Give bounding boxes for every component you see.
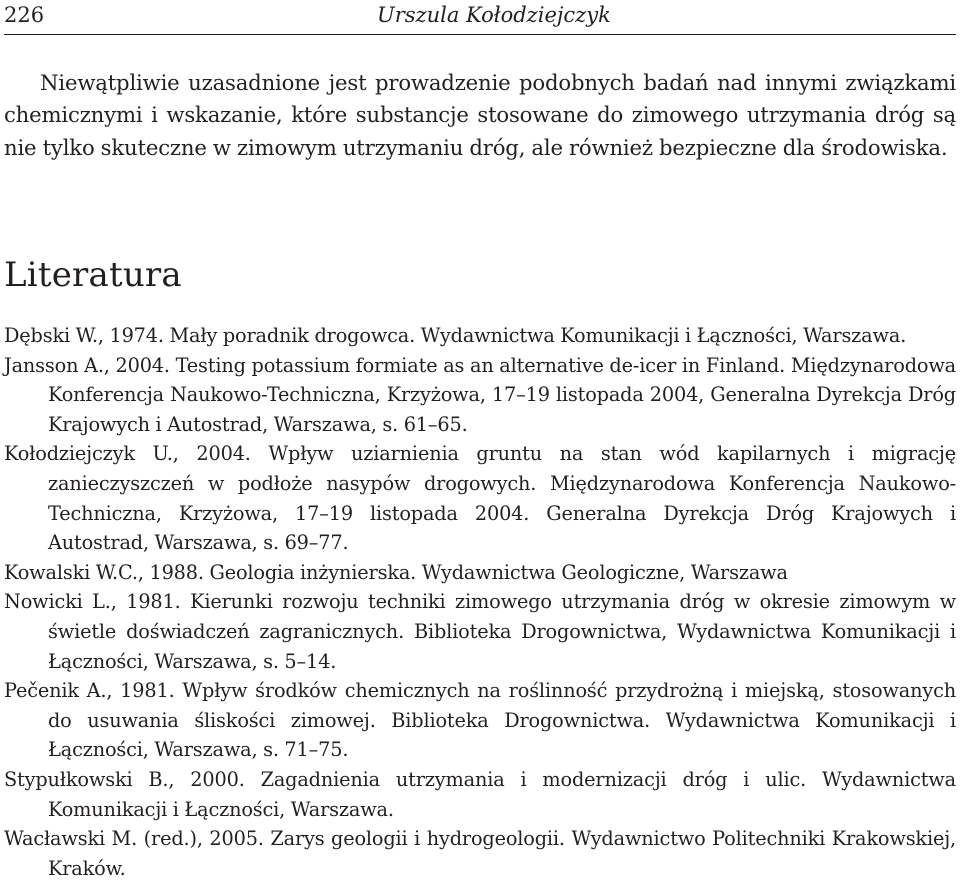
running-header — [4, 0, 956, 35]
reference-item: Jansson A., 2004. Testing potassium formiate as an alternative de-icer in Finland. Międzynarodowa Konferencja Naukowo-Techniczna, Krzyżowa, 17–19 listopada 2004, Generalna Dyrekcja Dróg Krajowych i Autostrad, Warszawa, s. 61–65. — [4, 353, 956, 436]
reference-item: Kowalski W.C., 1988. Geologia inżynierska. Wydawnictwa Geologiczne, Warszawa — [4, 560, 788, 584]
intro-paragraph: Niewątpliwie uzasadnione jest prowadzenie podobnych badań nad innymi związkami chemicznymi i wskazanie, które substancje stosowane do zimowego utrzymania dróg są nie tylko skuteczne w zimowym utrzymaniu dróg, ale również bezpieczne dla środowiska. — [4, 70, 956, 160]
reference-item: Dębski W., 1974. Mały poradnik drogowca. Wydawnictwa Komunikacji i Łączności, Warszawa. — [4, 324, 907, 347]
reference-list — [4, 321, 956, 883]
page-number: 226 — [4, 3, 45, 27]
running-head-author: Urszula Kołodziejczyk — [377, 3, 611, 27]
reference-item: Stypułkowski B., 2000. Zagadnienia utrzymania i modernizacji dróg i ulic. Wydawnictwa Komunikacji i Łączności, Warszawa. — [4, 767, 956, 821]
reference-item: Nowicki L., 1981. Kierunki rozwoju techniki zimowego utrzymania dróg w okresie zimowym w świetle doświadczeń zagranicznych. Biblioteka Drogownictwa, Wydawnictwa Komunikacji i Łączności, Warszawa, s. 5–14. — [4, 590, 956, 673]
reference-item: Pečenik A., 1981. Wpływ środków chemicznych na roślinność przydrożną i miejską, stosowanych do usuwania śliskości zimowej. Biblioteka Drogownictwa. Wydawnictwa Komunikacji i Łączności, Warszawa, s. 71–75. — [4, 679, 956, 762]
reference-item: Kołodziejczyk U., 2004. Wpływ uziarnienia gruntu na stan wód kapilarnych i migrację zanieczyszczeń w podłoże nasypów drogowych. Międzynarodowa Konferencja Naukowo-Techniczna, Krzyżowa, 17–19 listopada 2004. Generalna Dyrekcja Dróg Krajowych i Autostrad, Warszawa, s. 69–77. — [4, 442, 956, 555]
literature-heading: Literatura — [4, 255, 182, 295]
reference-item: Wacławski M. (red.), 2005. Zarys geologii i hydrogeologii. Wydawnictwo Politechniki Krakowskiej, Kraków. — [4, 827, 956, 880]
